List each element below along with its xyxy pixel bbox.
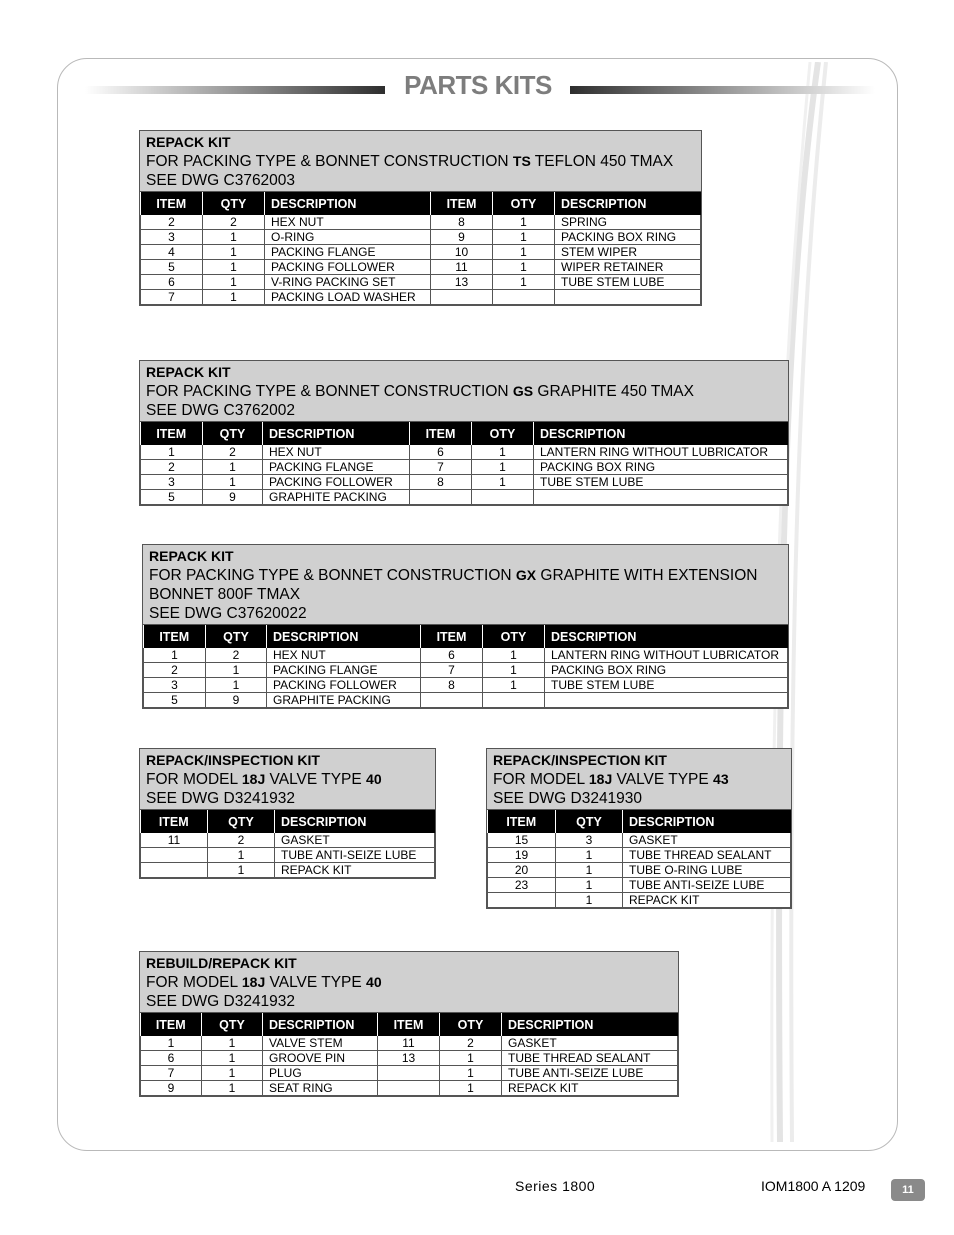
cell-qty: 2 <box>203 215 265 230</box>
cell-qty: 1 <box>556 893 623 908</box>
cell-qty: 3 <box>556 833 623 848</box>
table-row <box>488 863 791 878</box>
kit-drawing: SEE DWG C37620022 <box>149 605 307 622</box>
cell-description: HEX NUT <box>267 648 421 663</box>
footer-doc-code: IOM1800 A 1209 <box>761 1178 866 1194</box>
cell-description: GROOVE PIN <box>263 1051 378 1066</box>
cell-qty: 1 <box>556 863 623 878</box>
cell-description: TUBE STEM LUBE <box>555 275 701 290</box>
kit-header <box>487 749 791 810</box>
cell-description: TUBE ANTI-SEIZE LUBE <box>502 1066 678 1081</box>
cell-item: 8 <box>410 475 472 490</box>
kit-title: REBUILD/REPACK KIT <box>146 955 297 971</box>
table-row <box>141 460 788 475</box>
table-row <box>141 1066 678 1081</box>
col-description: DESCRIPTION <box>263 422 410 445</box>
cell-qty: 1 <box>483 678 545 693</box>
table-row <box>488 833 791 848</box>
kit-construction-cont: BONNET 800F TMAX <box>149 586 301 603</box>
cell-qty: 1 <box>203 290 265 305</box>
cell-description: HEX NUT <box>263 445 410 460</box>
page-number: 11 <box>891 1179 925 1201</box>
col-qty: OTY <box>493 192 555 215</box>
cell-item: 7 <box>141 290 203 305</box>
kit-repack-gs <box>139 360 789 506</box>
cell-description: HEX NUT <box>265 215 431 230</box>
col-qty: QTY <box>203 422 263 445</box>
cell-item: 2 <box>141 460 203 475</box>
cell-item: 8 <box>431 215 493 230</box>
cell-item: 13 <box>431 275 493 290</box>
col-qty: QTY <box>556 810 623 833</box>
col-description: DESCRIPTION <box>275 810 435 833</box>
col-qty: QTY <box>206 625 267 648</box>
cell-item: 15 <box>488 833 556 848</box>
table-row <box>141 833 435 848</box>
cell-qty: 1 <box>203 275 265 290</box>
cell-item: 3 <box>141 475 203 490</box>
cell-qty: 1 <box>203 260 265 275</box>
kit-repack-ts <box>139 130 702 306</box>
cell-description: O-RING <box>265 230 431 245</box>
col-item: ITEM <box>141 192 203 215</box>
cell-description: REPACK KIT <box>623 893 791 908</box>
kit-drawing: SEE DWG D3241930 <box>493 790 643 807</box>
table-row <box>141 863 435 878</box>
cell-description: PACKING BOX RING <box>555 230 701 245</box>
col-item: ITEM <box>488 810 556 833</box>
table-row <box>488 893 791 908</box>
table-row <box>141 230 701 245</box>
cell-qty: 1 <box>203 230 265 245</box>
kit-header <box>140 361 788 422</box>
cell-item <box>378 1066 440 1081</box>
table-row <box>144 663 788 678</box>
cell-item <box>378 1081 440 1096</box>
cell-description <box>555 290 701 305</box>
table-row <box>141 490 788 505</box>
col-item: ITEM <box>141 1013 202 1036</box>
table-row <box>141 848 435 863</box>
cell-item: 7 <box>410 460 472 475</box>
cell-qty: 1 <box>483 663 545 678</box>
cell-qty: 1 <box>493 245 555 260</box>
cell-item: 7 <box>421 663 483 678</box>
table-row <box>141 1051 678 1066</box>
cell-description: PLUG <box>263 1066 378 1081</box>
cell-item: 5 <box>144 693 206 708</box>
cell-description <box>545 693 788 708</box>
cell-description: REPACK KIT <box>275 863 435 878</box>
cell-description: PACKING FOLLOWER <box>265 260 431 275</box>
col-item: ITEM <box>141 810 208 833</box>
cell-qty: 1 <box>202 1066 263 1081</box>
cell-item: 1 <box>144 648 206 663</box>
cell-description: LANTERN RING WITHOUT LUBRICATOR <box>534 445 788 460</box>
table-row <box>488 848 791 863</box>
cell-qty: 1 <box>493 215 555 230</box>
cell-description: PACKING FLANGE <box>267 663 421 678</box>
cell-description: REPACK KIT <box>502 1081 678 1096</box>
cell-item <box>431 290 493 305</box>
cell-item: 2 <box>144 663 206 678</box>
col-description: DESCRIPTION <box>265 192 431 215</box>
col-qty: OTY <box>483 625 545 648</box>
cell-description: GASKET <box>623 833 791 848</box>
cell-qty: 1 <box>472 475 534 490</box>
col-qty: QTY <box>202 1013 263 1036</box>
kit-repack-inspection-43 <box>486 748 792 909</box>
cell-qty: 9 <box>203 490 263 505</box>
col-item: ITEM <box>410 422 472 445</box>
cell-description: TUBE THREAD SEALANT <box>502 1051 678 1066</box>
cell-qty: 2 <box>208 833 275 848</box>
kit-drawing: SEE DWG D3241932 <box>146 993 296 1010</box>
cell-item: 5 <box>141 490 203 505</box>
kit-header <box>140 131 701 192</box>
cell-item: 2 <box>141 215 203 230</box>
table-row <box>144 648 788 663</box>
col-description: DESCRIPTION <box>267 625 421 648</box>
cell-qty <box>472 490 534 505</box>
cell-qty: 1 <box>203 460 263 475</box>
cell-qty: 1 <box>203 475 263 490</box>
cell-description: PACKING FLANGE <box>263 460 410 475</box>
table-row <box>141 475 788 490</box>
cell-item: 13 <box>378 1051 440 1066</box>
col-description: DESCRIPTION <box>555 192 701 215</box>
col-description: DESCRIPTION <box>534 422 788 445</box>
cell-item: 1 <box>141 445 203 460</box>
cell-item: 6 <box>410 445 472 460</box>
cell-description: SEAT RING <box>263 1081 378 1096</box>
cell-qty: 1 <box>556 878 623 893</box>
kit-rebuild-repack <box>139 951 679 1097</box>
kit-repack-gx <box>142 544 789 709</box>
cell-qty: 1 <box>202 1081 263 1096</box>
col-item: ITEM <box>144 625 206 648</box>
table-row <box>141 445 788 460</box>
cell-qty: 9 <box>206 693 267 708</box>
cell-item: 6 <box>421 648 483 663</box>
page-title: PARTS KITS <box>404 70 552 100</box>
cell-item: 23 <box>488 878 556 893</box>
kit-model: FOR MODEL 18J VALVE TYPE 40 <box>146 974 382 991</box>
cell-description: GASKET <box>275 833 435 848</box>
col-description: DESCRIPTION <box>502 1013 678 1036</box>
cell-qty: 1 <box>493 230 555 245</box>
cell-item: 9 <box>141 1081 202 1096</box>
cell-description: LANTERN RING WITHOUT LUBRICATOR <box>545 648 788 663</box>
col-description: DESCRIPTION <box>623 810 791 833</box>
cell-item <box>488 893 556 908</box>
cell-description: SPRING <box>555 215 701 230</box>
kit-title: REPACK KIT <box>149 548 234 564</box>
title-rule-left <box>85 86 385 94</box>
cell-description: TUBE STEM LUBE <box>534 475 788 490</box>
cell-item: 20 <box>488 863 556 878</box>
table-row <box>141 290 701 305</box>
cell-description: PACKING FLANGE <box>265 245 431 260</box>
cell-item: 11 <box>378 1036 440 1051</box>
cell-item: 3 <box>144 678 206 693</box>
kit-header <box>140 952 678 1013</box>
cell-qty: 2 <box>203 445 263 460</box>
table-row <box>141 1036 678 1051</box>
col-qty: OTY <box>440 1013 502 1036</box>
cell-item: 3 <box>141 230 203 245</box>
title-rule-right <box>570 86 875 94</box>
col-qty: OTY <box>472 422 534 445</box>
kit-title: REPACK/INSPECTION KIT <box>146 752 320 768</box>
kit-header <box>140 749 435 810</box>
kit-title: REPACK KIT <box>146 364 231 380</box>
col-item: ITEM <box>141 422 203 445</box>
cell-qty: 1 <box>493 275 555 290</box>
kit-title: REPACK/INSPECTION KIT <box>493 752 667 768</box>
cell-item: 11 <box>141 833 208 848</box>
col-item: ITEM <box>378 1013 440 1036</box>
cell-qty: 1 <box>202 1036 263 1051</box>
kit-repack-inspection-40 <box>139 748 436 879</box>
cell-item: 11 <box>431 260 493 275</box>
cell-description: GASKET <box>502 1036 678 1051</box>
table-row <box>488 878 791 893</box>
footer-series: Series 1800 <box>515 1178 596 1194</box>
col-description: DESCRIPTION <box>545 625 788 648</box>
cell-description: VALVE STEM <box>263 1036 378 1051</box>
cell-qty: 1 <box>440 1081 502 1096</box>
cell-item: 10 <box>431 245 493 260</box>
kit-drawing: SEE DWG C3762003 <box>146 172 296 189</box>
col-item: ITEM <box>421 625 483 648</box>
cell-qty: 1 <box>206 678 267 693</box>
cell-description <box>534 490 788 505</box>
cell-qty: 1 <box>203 245 265 260</box>
kit-title: REPACK KIT <box>146 134 231 150</box>
cell-qty: 1 <box>206 663 267 678</box>
kit-drawing: SEE DWG D3241932 <box>146 790 296 807</box>
cell-description: GRAPHITE PACKING <box>267 693 421 708</box>
cell-item <box>421 693 483 708</box>
cell-qty: 1 <box>202 1051 263 1066</box>
kit-model: FOR MODEL 18J VALVE TYPE 40 <box>146 771 382 788</box>
kit-parts-table <box>140 422 788 505</box>
cell-description: GRAPHITE PACKING <box>263 490 410 505</box>
kit-parts-table <box>143 625 788 708</box>
kit-parts-table <box>140 1013 678 1096</box>
cell-description: TUBE O-RING LUBE <box>623 863 791 878</box>
cell-description: PACKING BOX RING <box>534 460 788 475</box>
cell-description: TUBE THREAD SEALANT <box>623 848 791 863</box>
cell-item: 8 <box>421 678 483 693</box>
cell-description: PACKING BOX RING <box>545 663 788 678</box>
cell-qty: 1 <box>208 848 275 863</box>
kit-construction: FOR PACKING TYPE & BONNET CONSTRUCTION GS GRAPHITE 450 TMAX <box>146 383 694 400</box>
cell-description: STEM WIPER <box>555 245 701 260</box>
cell-qty <box>493 290 555 305</box>
cell-item: 6 <box>141 1051 202 1066</box>
cell-qty: 1 <box>440 1066 502 1081</box>
cell-description: PACKING FOLLOWER <box>263 475 410 490</box>
table-row <box>141 275 701 290</box>
kit-construction: FOR PACKING TYPE & BONNET CONSTRUCTION GX GRAPHITE WITH EXTENSION <box>149 567 758 584</box>
kit-parts-table <box>140 810 435 878</box>
cell-qty <box>483 693 545 708</box>
kit-parts-table <box>487 810 791 908</box>
cell-item: 7 <box>141 1066 202 1081</box>
cell-qty: 1 <box>472 460 534 475</box>
cell-qty: 1 <box>440 1051 502 1066</box>
kit-model: FOR MODEL 18J VALVE TYPE 43 <box>493 771 729 788</box>
col-description: DESCRIPTION <box>263 1013 378 1036</box>
cell-qty: 1 <box>493 260 555 275</box>
col-qty: QTY <box>208 810 275 833</box>
cell-description: PACKING LOAD WASHER <box>265 290 431 305</box>
kit-header <box>143 545 788 625</box>
table-row <box>144 693 788 708</box>
cell-item: 4 <box>141 245 203 260</box>
cell-item: 19 <box>488 848 556 863</box>
cell-qty: 2 <box>206 648 267 663</box>
cell-item: 5 <box>141 260 203 275</box>
cell-item: 9 <box>431 230 493 245</box>
cell-item: 1 <box>141 1036 202 1051</box>
cell-qty: 2 <box>440 1036 502 1051</box>
cell-qty: 1 <box>483 648 545 663</box>
kit-drawing: SEE DWG C3762002 <box>146 402 296 419</box>
col-qty: QTY <box>203 192 265 215</box>
cell-qty: 1 <box>208 863 275 878</box>
cell-description: WIPER RETAINER <box>555 260 701 275</box>
table-row <box>141 215 701 230</box>
kit-construction: FOR PACKING TYPE & BONNET CONSTRUCTION TS TEFLON 450 TMAX <box>146 153 674 170</box>
cell-description: TUBE ANTI-SEIZE LUBE <box>623 878 791 893</box>
cell-description: PACKING FOLLOWER <box>267 678 421 693</box>
table-row <box>141 1081 678 1096</box>
cell-item <box>141 848 208 863</box>
kit-parts-table <box>140 192 701 305</box>
cell-description: TUBE STEM LUBE <box>545 678 788 693</box>
cell-qty: 1 <box>472 445 534 460</box>
cell-qty: 1 <box>556 848 623 863</box>
cell-item <box>410 490 472 505</box>
table-row <box>141 260 701 275</box>
cell-description: V-RING PACKING SET <box>265 275 431 290</box>
cell-description: TUBE ANTI-SEIZE LUBE <box>275 848 435 863</box>
col-item: ITEM <box>431 192 493 215</box>
cell-item: 6 <box>141 275 203 290</box>
table-row <box>141 245 701 260</box>
cell-item <box>141 863 208 878</box>
table-row <box>144 678 788 693</box>
